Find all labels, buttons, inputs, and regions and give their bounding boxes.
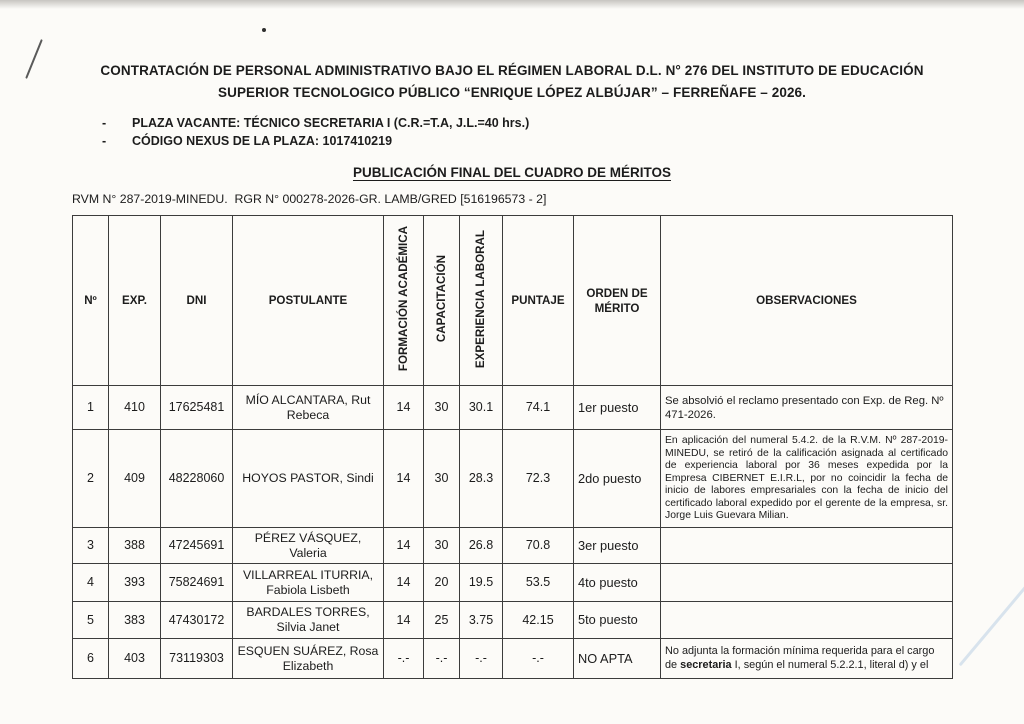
cell-exp: 403 — [109, 639, 161, 679]
bullet-text-codigo-nexus: CÓDIGO NEXUS DE LA PLAZA: 1017410219 — [132, 134, 393, 149]
cell-formacion: 14 — [384, 602, 424, 639]
bullet-text-plaza-vacante: PLAZA VACANTE: TÉCNICO SECRETARIA I (C.R.=T.A, J.L.=40 hrs.) — [132, 116, 530, 131]
cell-observaciones: Se absolvió el reclamo presentado con Exp. de Reg. Nº 471-2026. — [661, 386, 953, 430]
cell-puntaje: 70.8 — [503, 528, 574, 564]
cell-postulante: HOYOS PASTOR, Sindi — [233, 430, 384, 528]
cell-experiencia: 26.8 — [460, 528, 503, 564]
reference-line: RVM N° 287-2019-MINEDU. RGR N° 000278-2026-GR. LAMB/GRED [516196573 - 2] — [72, 192, 547, 207]
cell-exp: 393 — [109, 564, 161, 602]
cell-experiencia: 30.1 — [460, 386, 503, 430]
header-cell-observaciones: OBSERVACIONES — [661, 216, 953, 386]
cell-exp: 388 — [109, 528, 161, 564]
cell-n: 5 — [73, 602, 109, 639]
section-heading: PUBLICACIÓN FINAL DEL CUADRO DE MÉRITOS — [352, 165, 671, 181]
cell-postulante: VILLARREAL ITURRIA, Fabiola Lisbeth — [233, 564, 384, 602]
cell-orden: 3er puesto — [574, 528, 661, 564]
table-header-row — [73, 216, 953, 386]
cell-capacitacion: 30 — [424, 528, 460, 564]
cell-n: 4 — [73, 564, 109, 602]
observaciones-text-pre: No adjunta la formación mínima requerida para el cargo de — [665, 645, 935, 671]
document-title: CONTRATACIÓN DE PERSONAL ADMINISTRATIVO BAJO EL RÉGIMEN LABORAL D.L. N° 276 DEL INSTITUTO DE EDUCACIÓN SUPERIOR TECNOLOGICO PÚBLICO “ENRIQUE LÓPEZ ALBÚJAR” – FERREÑAFE – 2026. — [100, 63, 924, 100]
cell-postulante: ESQUEN SUÁREZ, Rosa Elizabeth — [233, 639, 384, 679]
bullet-marker: - — [102, 134, 107, 149]
cell-formacion: 14 — [384, 386, 424, 430]
cell-exp: 410 — [109, 386, 161, 430]
cell-capacitacion: 30 — [424, 430, 460, 528]
cell-n: 2 — [73, 430, 109, 528]
header-label-capacitacion: CAPACITACIÓN — [434, 255, 448, 343]
header-cell-experiencia-laboral — [460, 216, 503, 386]
header-cell-formacion-academica — [384, 216, 424, 386]
cell-observaciones — [661, 602, 953, 639]
cell-orden: 1er puesto — [574, 386, 661, 430]
header-cell-exp: EXP. — [109, 216, 161, 386]
cell-puntaje: -.- — [503, 639, 574, 679]
cell-capacitacion: 30 — [424, 386, 460, 430]
cell-puntaje: 53.5 — [503, 564, 574, 602]
header-cell-orden-de-merito: ORDEN DE MÉRITO — [574, 216, 661, 386]
cell-formacion: 14 — [384, 528, 424, 564]
cell-puntaje: 42.15 — [503, 602, 574, 639]
cell-puntaje: 72.3 — [503, 430, 574, 528]
cell-dni: 48228060 — [161, 430, 233, 528]
cell-observaciones — [661, 639, 953, 679]
cell-n: 3 — [73, 528, 109, 564]
table-row — [73, 430, 953, 528]
cell-postulante: BARDALES TORRES, Silvia Janet — [233, 602, 384, 639]
header-label-experiencia-laboral: EXPERIENCIA LABORAL — [474, 229, 488, 368]
cell-orden: 2do puesto — [574, 430, 661, 528]
ink-dot-mark — [262, 28, 266, 32]
cell-observaciones: En aplicación del numeral 5.4.2. de la R.V.M. Nº 287-2019-MINEDU, se retiró de la calificación asignada al certificado de experiencia laboral por 36 meses expedida por la Empresa CIBERNET E.I.R.L, por no coincidir la fecha de inicio de labores empresariales con la fecha de inicio del certificado laboral expedido por el gerente de la empresa, sr. Jorge Luis Guevara Milian. — [661, 430, 953, 528]
cell-capacitacion: -.- — [424, 639, 460, 679]
merits-table — [72, 215, 953, 679]
cell-postulante: PÉREZ VÁSQUEZ, Valeria — [233, 528, 384, 564]
cell-experiencia: -.- — [460, 639, 503, 679]
scan-top-edge — [0, 0, 1024, 9]
cell-formacion: 14 — [384, 564, 424, 602]
cell-capacitacion: 20 — [424, 564, 460, 602]
cell-exp: 409 — [109, 430, 161, 528]
cell-dni: 17625481 — [161, 386, 233, 430]
header-cell-postulante: POSTULANTE — [233, 216, 384, 386]
cell-experiencia: 3.75 — [460, 602, 503, 639]
cell-orden: NO APTA — [574, 639, 661, 679]
cell-capacitacion: 25 — [424, 602, 460, 639]
cell-n: 1 — [73, 386, 109, 430]
cell-dni: 47245691 — [161, 528, 233, 564]
cell-dni: 47430172 — [161, 602, 233, 639]
cell-experiencia: 19.5 — [460, 564, 503, 602]
bullet-list — [98, 114, 952, 150]
header-label-formacion-academica: FORMACIÓN ACADÉMICA — [396, 226, 410, 372]
observaciones-text-post: I, según el numeral 5.2.2.1, literal d) y el — [731, 658, 929, 671]
cell-formacion: 14 — [384, 430, 424, 528]
cell-experiencia: 28.3 — [460, 430, 503, 528]
cell-dni: 73119303 — [161, 639, 233, 679]
cell-formacion: -.- — [384, 639, 424, 679]
table-row — [73, 602, 953, 639]
table-row — [73, 564, 953, 602]
header-cell-puntaje: PUNTAJE — [503, 216, 574, 386]
cell-observaciones — [661, 564, 953, 602]
cell-puntaje: 74.1 — [503, 386, 574, 430]
observaciones-text-bold: secretaria — [680, 658, 732, 671]
cell-observaciones — [661, 528, 953, 564]
cell-exp: 383 — [109, 602, 161, 639]
cell-dni: 75824691 — [161, 564, 233, 602]
cell-orden: 4to puesto — [574, 564, 661, 602]
cell-postulante: MÍO ALCANTARA, Rut Rebeca — [233, 386, 384, 430]
header-cell-dni: DNI — [161, 216, 233, 386]
table-row — [73, 386, 953, 430]
header-cell-n: Nº — [73, 216, 109, 386]
table-row — [73, 639, 953, 679]
cell-n: 6 — [73, 639, 109, 679]
table-row — [73, 528, 953, 564]
bullet-marker: - — [102, 116, 107, 131]
cell-orden: 5to puesto — [574, 602, 661, 639]
bullet-item-codigo-nexus — [98, 132, 952, 150]
header-cell-capacitacion — [424, 216, 460, 386]
bullet-item-plaza-vacante — [98, 114, 952, 132]
